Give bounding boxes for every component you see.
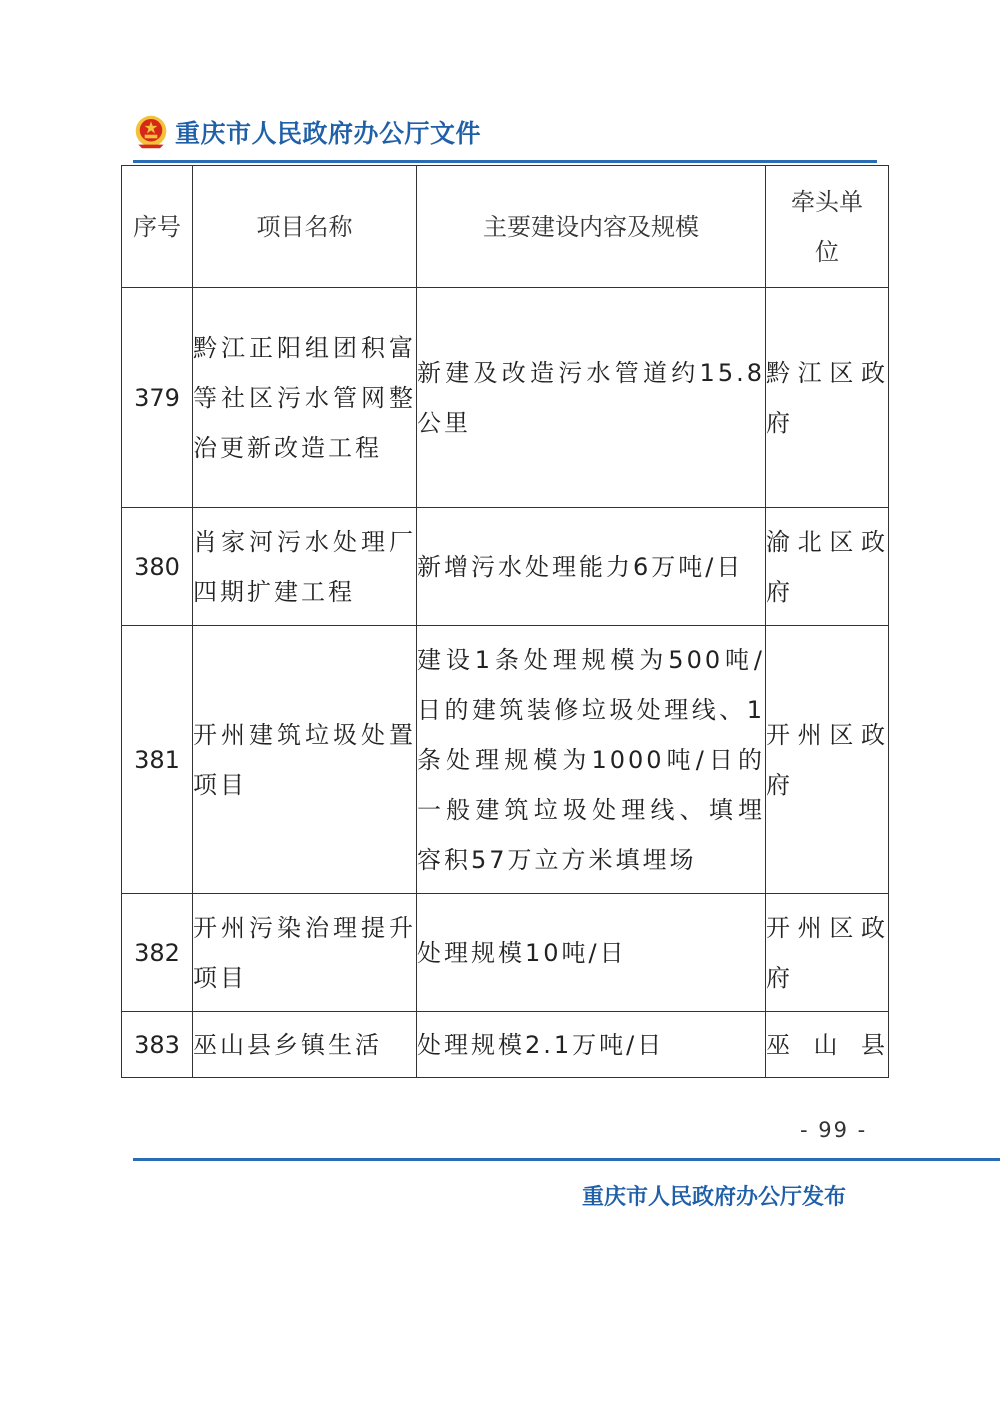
row-unit: 开州区政府 (766, 626, 889, 894)
row-unit: 开州区政府 (766, 894, 889, 1012)
row-num: 383 (122, 1012, 193, 1078)
row-content: 建设1条处理规模为500吨/日的建筑装修垃圾处理线、1条处理规模为1000吨/日的一般建筑垃圾处理线、填埋容积57万立方米填埋场 (417, 626, 766, 894)
national-emblem-icon (133, 114, 169, 150)
publisher-footer: 重庆市人民政府办公厅发布 (582, 1184, 847, 1210)
row-project-name: 开州建筑垃圾处置项目 (193, 626, 417, 894)
row-num: 382 (122, 894, 193, 1012)
row-project-name: 黔江正阳组团积富等社区污水管网整治更新改造工程 (193, 288, 417, 508)
column-header-content: 主要建设内容及规模 (417, 166, 766, 288)
row-project-name: 肖家河污水处理厂四期扩建工程 (193, 508, 417, 626)
row-content: 处理规模10吨/日 (417, 894, 766, 1012)
column-header-unit: 牵头单位 (766, 166, 889, 288)
row-content: 新增污水处理能力6万吨/日 (417, 508, 766, 626)
table-row (122, 288, 889, 508)
row-project-name: 开州污染治理提升项目 (193, 894, 417, 1012)
table-row (122, 1012, 889, 1078)
column-header-name: 项目名称 (193, 166, 417, 288)
table-header-row (122, 166, 889, 288)
row-project-name: 巫山县乡镇生活 (193, 1012, 417, 1078)
row-unit: 巫山县 (766, 1012, 889, 1078)
header-title: 重庆市人民政府办公厅文件 (175, 119, 482, 148)
footer-rule (133, 1158, 1000, 1161)
row-num: 380 (122, 508, 193, 626)
table-row (122, 626, 889, 894)
column-header-num: 序号 (122, 166, 193, 288)
table-row (122, 894, 889, 1012)
row-content: 处理规模2.1万吨/日 (417, 1012, 766, 1078)
row-unit: 渝北区政府 (766, 508, 889, 626)
row-content: 新建及改造污水管道约15.8公里 (417, 288, 766, 508)
document-header (133, 110, 481, 154)
row-unit: 黔江区政府 (766, 288, 889, 508)
project-table (121, 165, 889, 1078)
header-rule (133, 160, 877, 163)
table-row (122, 508, 889, 626)
page-number: - 99 - (800, 1118, 868, 1142)
row-num: 381 (122, 626, 193, 894)
row-num: 379 (122, 288, 193, 508)
